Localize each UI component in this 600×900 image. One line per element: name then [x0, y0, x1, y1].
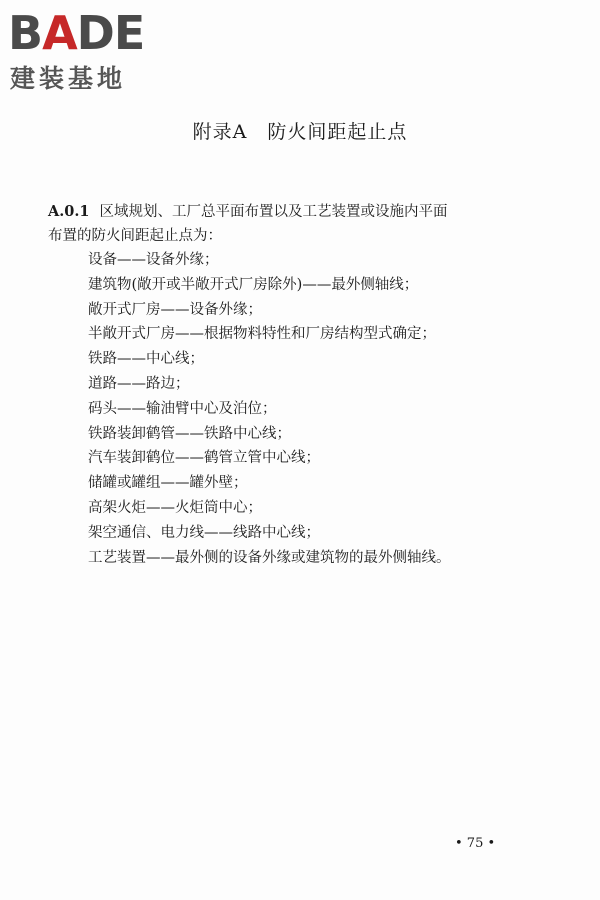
section-text-line2: 布置的防火间距起止点为： [48, 228, 222, 244]
list-item: 铁路——中心线； [88, 351, 204, 368]
section-number: A.0.1 [48, 203, 90, 220]
list-item: 码头——输油臂中心及泊位； [88, 400, 277, 417]
list-item: 设备——设备外缘； [88, 252, 219, 268]
section-text-line1: 区域规划、工厂总平面布置以及工艺装置或设施内平面 [99, 204, 448, 220]
list-item: 汽车装卸鹤位——鹤管立管中心线； [88, 450, 320, 467]
section-paragraph [48, 200, 538, 248]
bade-logo [8, 6, 178, 96]
list-item: 工艺装置——最外侧的设备外缘或建筑物的最外侧轴线。 [88, 549, 451, 566]
item-list [48, 248, 538, 570]
list-item: 敞开式厂房——设备外缘； [88, 301, 262, 318]
section-content [48, 200, 538, 570]
appendix-title: 附录A 防火间距起止点 [192, 121, 408, 143]
list-item: 道路——路边； [88, 375, 190, 392]
page-number: • 75 • [455, 836, 496, 851]
logo-wordmark: BADE [8, 6, 145, 60]
list-item: 架空通信、电力线——线路中心线； [88, 524, 320, 541]
list-item: 半敞开式厂房——根据物料特性和厂房结构型式确定； [88, 326, 436, 343]
list-item: 铁路装卸鹤管——铁路中心线； [88, 425, 291, 442]
list-item: 储罐或罐组——罐外壁； [88, 475, 248, 492]
logo-chinese-text: 建装基地 [10, 64, 127, 93]
list-item: 高架火炬——火炬筒中心； [88, 499, 262, 516]
list-item: 建筑物(敞开或半敞开式厂房除外)——最外侧轴线； [88, 276, 419, 293]
